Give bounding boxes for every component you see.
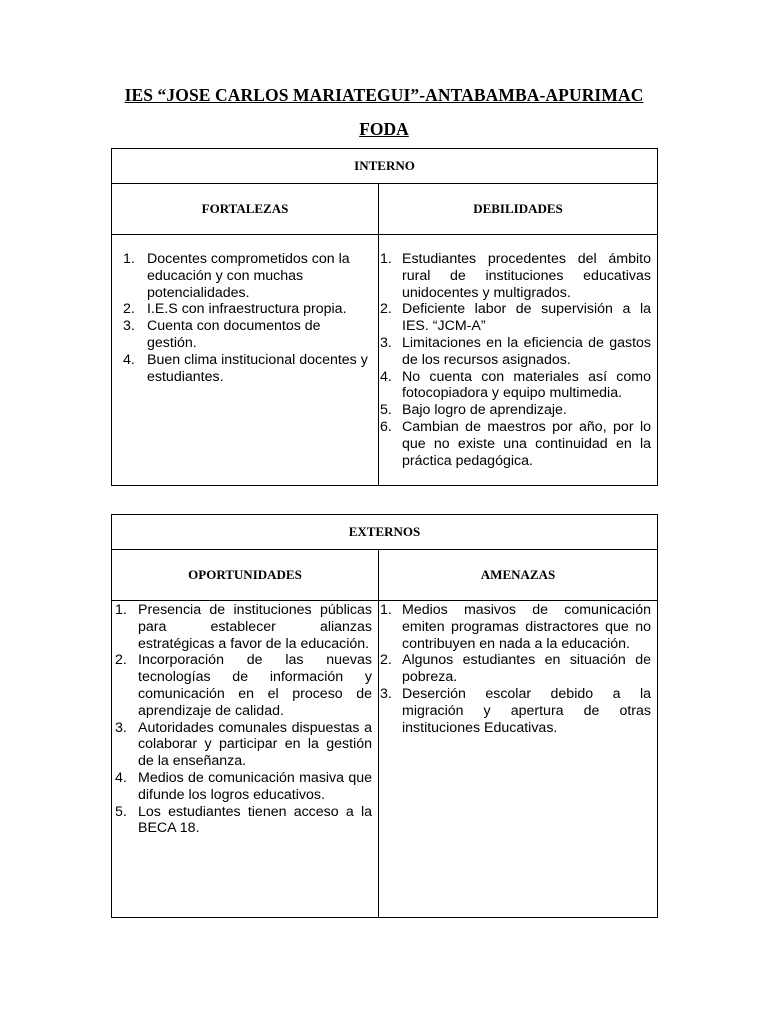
list-item [123,352,370,386]
item-number: 1. [380,251,392,267]
item-number: 3. [115,719,127,736]
list-item [123,251,370,301]
list-item [123,301,370,318]
item-number: 2. [380,652,392,669]
amenazas-heading: AMENAZAS [379,550,658,601]
list-item [123,318,370,352]
amenazas-cell [379,601,658,918]
item-text: Limitaciones en la eficiencia de gastos de los recursos asignados. [402,334,651,368]
item-number: 1. [115,602,127,618]
item-text: Cuenta con documentos de gestión. [147,318,321,351]
item-text: Presencia de instituciones públicas para establecer alianzas estratégicas a favor de la educación. [138,602,372,652]
item-number: 1. [123,251,135,267]
externos-heading: EXTERNOS [112,515,658,550]
interno-heading: INTERNO [112,149,658,184]
list-item [380,335,651,369]
item-number: 2. [115,652,127,669]
list-item [380,686,651,736]
item-text: No cuenta con materiales así como fotocopiadora y equipo multimedia. [402,368,651,402]
interno-table [111,148,658,486]
item-number: 6. [380,418,392,435]
item-number: 4. [115,769,127,786]
amenazas-list [379,601,657,736]
item-number: 2. [123,301,135,318]
fortalezas-heading: FORTALEZAS [112,184,379,235]
list-item [380,251,651,301]
fortalezas-cell [112,235,379,486]
externos-table [111,514,658,918]
item-text: Deficiente labor de supervisión a la IES. “JCM-A” [402,301,651,335]
item-number: 4. [380,368,392,385]
item-text: Medios de comunicación masiva que difunde los logros educativos. [138,769,372,803]
item-number: 3. [380,685,392,702]
item-number: 1. [380,602,392,618]
item-text: Deserción escolar debido a la migración y apertura de otras instituciones Educativas. [402,685,651,736]
item-number: 3. [123,318,135,335]
item-text: Autoridades comunales dispuestas a colaborar y participar en la gestión de la enseñanza. [138,719,372,770]
debilidades-list [379,235,657,469]
item-text: Docentes comprometidos con la educación y con muchas potencialidades. [147,251,350,301]
list-item [115,720,372,770]
item-text: I.E.S con infraestructura propia. [147,301,347,318]
list-item [380,369,651,403]
list-item [115,602,372,652]
oportunidades-list [112,601,378,837]
list-item [380,419,651,469]
list-item [115,804,372,838]
list-item [380,402,651,419]
list-item [380,602,651,652]
list-item [115,770,372,804]
list-item [380,301,651,335]
item-text: Cambian de maestros por año, por lo que no existe una continuidad en la práctica pedagógica. [402,418,651,469]
item-number: 4. [123,351,135,368]
item-text: Medios masivos de comunicación emiten programas distractores que no contribuyen en nada a la educación. [402,602,651,652]
item-text: Los estudiantes tienen acceso a la BECA 18. [138,803,372,837]
oportunidades-heading: OPORTUNIDADES [112,550,379,601]
item-number: 5. [115,803,127,820]
item-text: Incorporación de las nuevas tecnologías de información y comunicación en el proceso de aprendizaje de calidad. [138,652,372,719]
item-text: Bajo logro de aprendizaje. [402,402,567,419]
item-number: 5. [380,402,392,419]
item-text: Buen clima institucional docentes y estudiantes. [147,351,368,385]
debilidades-heading: DEBILIDADES [379,184,658,235]
fortalezas-list [112,235,378,385]
item-number: 2. [380,301,392,318]
document-title: IES “JOSE CARLOS MARIATEGUI”-ANTABAMBA-APURIMAC [124,85,644,105]
item-text: Estudiantes procedentes del ámbito rural de instituciones educativas unidocentes y multigrados. [402,251,651,301]
item-text: Algunos estudiantes en situación de pobreza. [402,652,651,686]
debilidades-cell [379,235,658,486]
document-subtitle: FODA [359,119,409,139]
list-item [380,652,651,686]
oportunidades-cell [112,601,379,918]
item-number: 3. [380,334,392,351]
list-item [115,652,372,719]
